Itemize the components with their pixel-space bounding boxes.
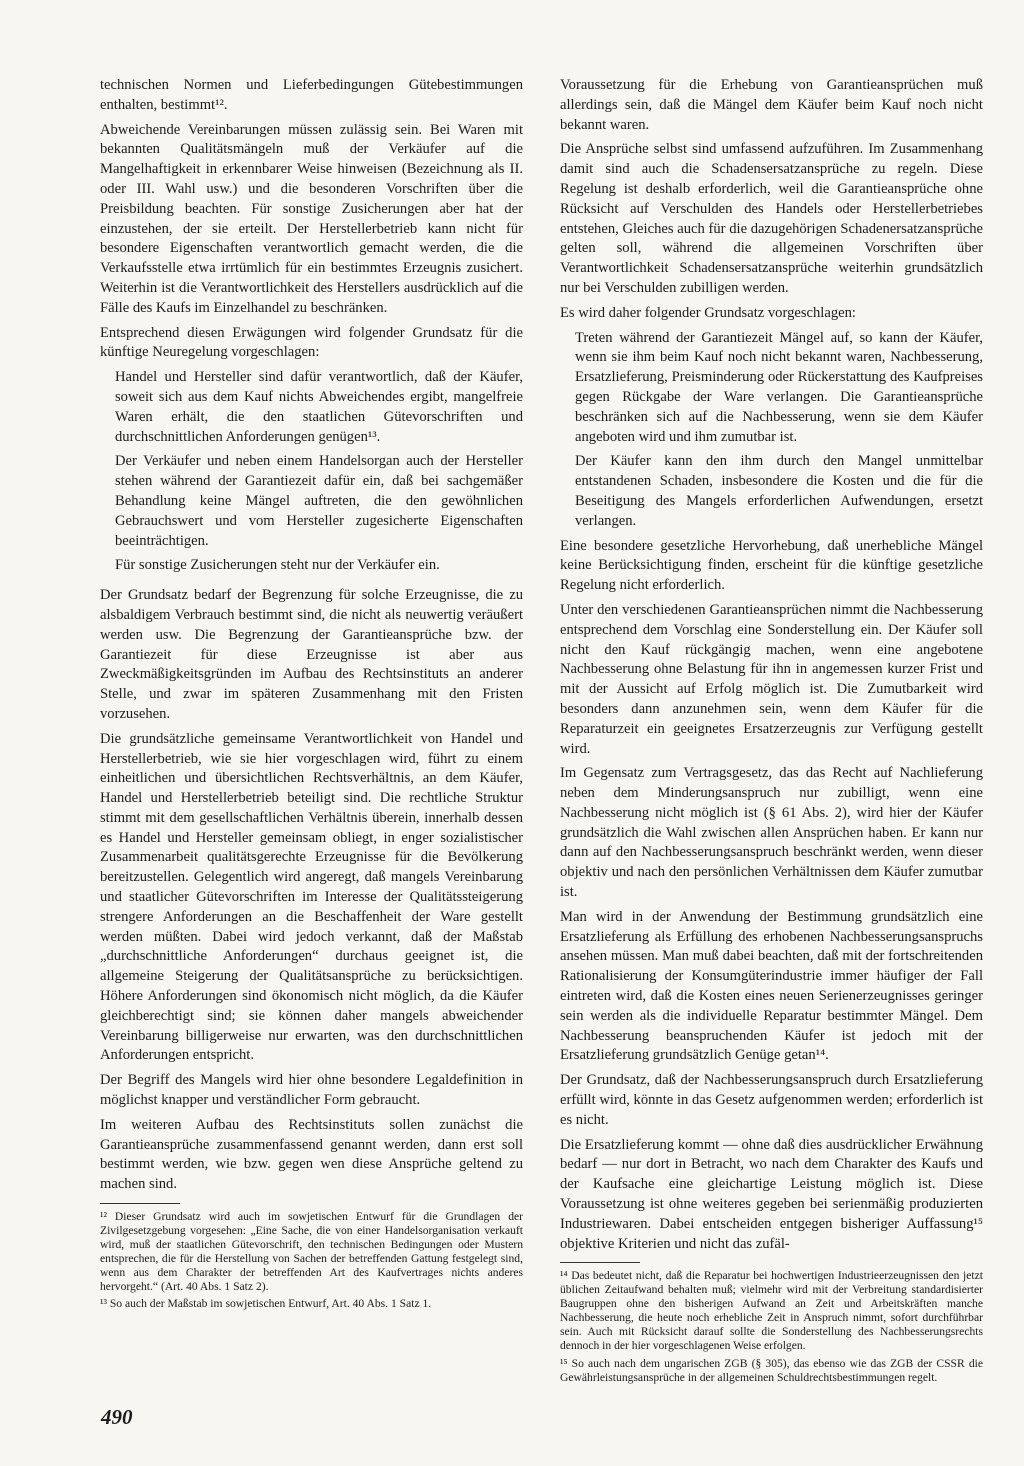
proposed-principle-paragraph: Der Käufer kann den ihm durch den Mangel unmittelbar entstandenen Schaden, insbesondere die Kosten und die für die Beseitigung des Mangels erforderlichen Aufwendungen, ersetzt verlangen. [575,453,983,529]
footnote-13: ¹³ So auch der Maßstab im sowjetischen Entwurf, Art. 40 Abs. 1 Satz 1. [100,1297,432,1311]
body-paragraph: technischen Normen und Lieferbedingungen Gütebestimmungen enthalten, bestimmt¹². [100,77,523,113]
footnote-15: ¹⁵ So auch nach dem ungarischen ZGB (§ 305), das ebenso wie das ZGB der CSSR die Gewährleistungsansprüche in der allgemeinen Schuldrechtsbestimmungen regelt. [560,1356,983,1384]
page-number: 490 [101,1405,133,1429]
body-paragraph: Unter den verschiedenen Garantieansprüchen nimmt die Nachbesserung entsprechend dem Vorschlag eine Sonderstellung ein. Der Käufer soll nicht den Kauf rückgängig machen, wenn eine angebotene Nachbesserung ohne Belastung für ihn in angemessen kurzer Frist und mit der Aussicht auf Erfolg möglich ist. Die Zumutbarkeit wird besonders dann anzunehmen sein, wenn dem Käufer für die Reparaturzeit ein geeignetes Ersatzerzeugnis zur Verfügung gestellt wird. [560,601,983,757]
proposed-principle-paragraph: Für sonstige Zusicherungen steht nur der Verkäufer ein. [115,557,440,574]
proposed-principle-paragraph: Treten während der Garantiezeit Mängel auf, so kann der Käufer, wenn sie ihm beim Kauf noch nicht bekannt waren, Nachbesserung, Ersatzlieferung, Preisminderung oder Rückerstattung des Kaufpreises gegen Rückgabe der Ware verlangen. Die Garantieansprüche beschränken sich auf die Nachbesserung, wenn sie dem Käufer angeboten wird und ihm zumutbar ist. [575,329,983,445]
left-column [100,76,523,1315]
body-paragraph: Im weiteren Aufbau des Rechtsinstituts sollen zunächst die Garantieansprüche zusammenfassend genannt werden, dann erst soll bestimmt werden, wie bzw. gegen wen diese Ansprüche geltend zu machen sind. [100,1116,523,1193]
body-paragraph: Voraussetzung für die Erhebung von Garantieansprüchen muß allerdings sein, daß die Mängel dem Käufer beim Kauf noch nicht bekannt waren. [560,77,983,133]
proposed-principle-paragraph: Handel und Hersteller sind dafür verantwortlich, daß der Käufer, soweit sich aus dem Kauf nichts Abweichendes ergibt, mangelfreie Waren erhält, die den staatlichen Gütevorschriften und durchschnittlichen Anforderungen genügen¹³. [115,369,523,445]
body-paragraph: Eine besondere gesetzliche Hervorhebung, daß unerhebliche Mängel keine Berücksichtigung finden, erscheint für die künftige gesetzliche Regelung nicht erforderlich. [560,537,983,594]
footnote-12: ¹² Dieser Grundsatz wird auch im sowjetischen Entwurf für die Grundlagen der Zivilgesetzgebung vorgesehen: „Eine Sache, die von einer Handelsorganisation verkauft wird, muß der staatlichen Gütevorschrift, den technischen Bedingungen oder Mustern entsprechen, die für die Herstellung von Sachen der betreffenden Gattung festgelegt sind, wenn aus dem Charakter der betreffenden Art des Kaufvertrages nichts anderes hervorgeht.“ (Art. 40 Abs. 1 Satz 2). [100,1210,523,1293]
body-paragraph: Entsprechend diesen Erwägungen wird folgender Grundsatz für die künftige Neuregelung vorgeschlagen: [100,324,523,361]
right-column [560,76,983,1389]
body-paragraph: Man wird in der Anwendung der Bestimmung grundsätzlich eine Ersatzlieferung als Erfüllung des erhobenen Nachbesserungsanspruchs ansehen müssen. Man muß dabei beachten, daß mit der fortschreitenden Rationalisierung der Konsumgüterindustrie immer häufiger der Fall eintreten wird, daß die Kosten eines neuen Serienerzeugnisses geringer sein werden als die individuelle Reparatur bestimmter Mängel. Dem Nachbesserung beanspruchenden Käufer ist jedoch mit der Ersatzlieferung grundsätzlich Genüge getan¹⁴. [560,908,983,1064]
body-paragraph: Es wird daher folgender Grundsatz vorgeschlagen: [560,304,856,321]
body-paragraph: Im Gegensatz zum Vertragsgesetz, das das Recht auf Nachlieferung neben dem Minderungsanspruch nur zubilligt, wenn eine Nachbesserung nicht möglich ist (§ 61 Abs. 2), wird hier der Käufer grundsätzlich die Wahl zwischen allen Ansprüchen haben. Er kann nur dann auf den Nachbesserungsanspruch beschränkt werden, wenn dieser objektiv und nach den persönlichen Verhältnissen dem Käufer zumutbar ist. [560,765,983,901]
footnote-divider [100,1203,180,1204]
body-paragraph: Der Grundsatz bedarf der Begrenzung für solche Erzeugnisse, die zu alsbaldigem Verbrauch bestimmt sind, die nicht als neuwertig veräußert werden usw. Die Begrenzung der Garantieansprüche bzw. der Garantiezeit für diese Erzeugnisse ist aber aus Zweckmäßigkeitsgründen im Aufbau des Rechtsinstituts an anderer Stelle, und zwar im späteren Zusammenhang mit den Fristen vorzusehen. [100,587,523,722]
footnote-divider [560,1262,640,1263]
footnote-14: ¹⁴ Das bedeutet nicht, daß die Reparatur bei hochwertigen Industrieerzeugnissen den jetzt üblichen Zeitaufwand behalten muß; vielmehr wird mit der Verbreitung standardisierter Baugruppen ohne den bisherigen Aufwand an Zeit und Arbeitskräften manche Nachbesserung, die heute noch erhebliche Zeit in Anspruch nimmt, sofort durchführbar sein. Auch mit Rücksicht darauf sollte die Sonderstellung des Nachbesserungsrechts dennoch in der hier vorgeschlagenen Weise erfolgen. [560,1269,983,1352]
body-paragraph: Die Ansprüche selbst sind umfassend aufzuführen. Im Zusammenhang damit sind auch die Schadensersatzansprüche zu regeln. Diese Regelung ist deshalb erforderlich, weil die Garantieansprüche ohne Rücksicht auf Verschulden des Handels oder Herstellerbetriebes entstehen, Gleiches auch für die dazugehörigen Schadenersatzansprüche gelten soll, während die allgemeinen Vorschriften über Verantwortlichkeit Schadensersatzansprüche weiterhin grundsätzlich nur bei Verschulden zubilligen werden. [560,141,983,296]
body-paragraph: Die Ersatzlieferung kommt — ohne daß dies ausdrücklicher Erwähnung bedarf — nur dort in Betracht, wo nach dem Charakter des Kaufs und der Kaufsache eine gleichartige Leistung möglich ist. Diese Voraussetzung ist ohne weiteres gegeben bei serienmäßig produzierten Industriewaren. Dabei entscheiden entgegen bisheriger Auffassung¹⁵ objektive Kriterien und nicht das zufäl- [560,1136,983,1252]
body-paragraph: Die grundsätzliche gemeinsame Verantwortlichkeit von Handel und Herstellerbetrieb, wie sie hier vorgeschlagen wird, führt zu einem einheitlichen und übersichtlichen Rechtsverhältnis, an dem Käufer, Handel und Herstellerbetrieb beteiligt sind. Die rechtliche Struktur stimmt mit dem gesellschaftlichen Verhältnis überein, innerhalb dessen es Handel und Hersteller gemeinsam obliegt, in enger sozialistischer Zusammenarbeit qualitätsgerechte Erzeugnisse für die Bevölkerung bereitzustellen. Gelegentlich wird angeregt, daß mangels Vereinbarung und staatlicher Gütevorschriften im Interesse der Qualitätssteigerung strengere Anforderungen an die Beschaffenheit der Ware gestellt werden müßten. Dabei wird jedoch verkannt, daß der Maßstab „durchschnittliche Anforderungen“ durchaus geeignet ist, die allgemeine Steigerung der Qualitätsansprüche zu berücksichtigen. Höhere Anforderungen sind ökonomisch nicht möglich, da die Käufer gleichberechtigt sind; sie können daher mangels abweichender Vereinbarung billigerweise nur erwarten, was den durchschnittlichen Anforderungen entspricht. [100,730,523,1064]
body-paragraph: Der Begriff des Mangels wird hier ohne besondere Legaldefinition in möglichst knapper und verständlicher Form gebraucht. [100,1072,523,1109]
body-paragraph: Der Grundsatz, daß der Nachbesserungsanspruch durch Ersatzlieferung erfüllt wird, könnte in das Gesetz aufgenommen werden; erforderlich ist es nicht. [560,1072,983,1128]
proposed-principle-paragraph: Der Verkäufer und neben einem Handelsorgan auch der Hersteller stehen während der Garantiezeit dafür ein, daß bei sachgemäßer Behandlung keine Mängel auftreten, die den gewöhnlichen Gebrauchswert und vom Hersteller zugesicherte Eigenschaften beeinträchtigen. [115,453,523,549]
body-paragraph: Abweichende Vereinbarungen müssen zulässig sein. Bei Waren mit bekannten Qualitätsmängeln muß der Verkäufer auf die Mangelhaftigkeit in erkennbarer Weise hinweisen (Bezeichnung als II. oder III. Wahl usw.) und die besonderen Vorschriften über die Preisbildung beachten. Für sonstige Zusicherungen aber hat der einzustehen, der sie erteilt. Der Herstellerbetrieb kann nicht für besondere Eigenschaften verantwortlich gemacht werden, die die Verkaufsstelle etwa irrtümlich für ein bestimmtes Erzeugnis zusichert. Weiterhin ist die Verantwortlichkeit des Herstellers ausdrücklich auf die Fälle des Kaufs im Einzelhandel zu beschränken. [100,121,523,316]
